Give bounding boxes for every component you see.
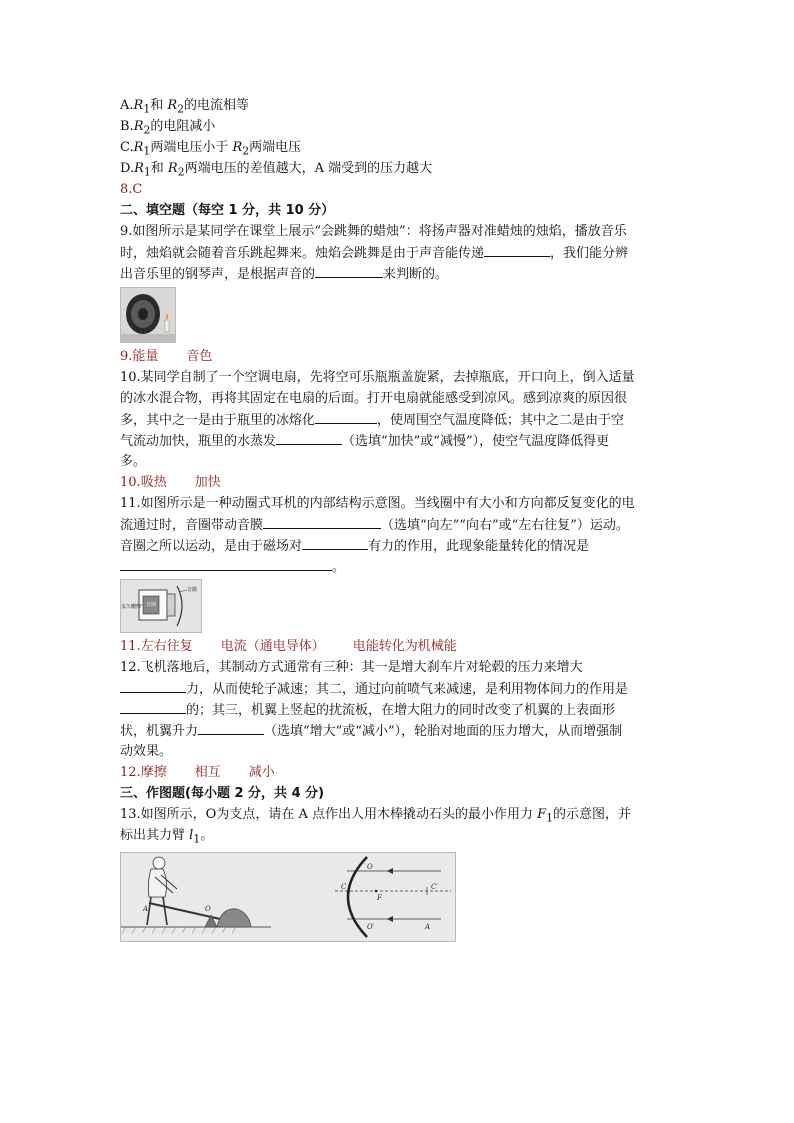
magnet-label: 永久磁体 <box>121 604 142 610</box>
q12-line-3: 的；其三，机翼上竖起的扰流板，在增大阻力的同时改变了机翼的上表面形 <box>120 699 615 720</box>
q10-blank-2 <box>276 430 342 445</box>
q11-blank-3 <box>120 556 332 571</box>
q8-answer: 8.C <box>120 182 143 197</box>
q12-answer: 12.摩擦 相互 减小 <box>120 765 275 780</box>
q12-line-4: 状，机翼升力 （选填“增大”或“减小”），轮胎对地面的压力增大，从而增强制 <box>120 720 622 741</box>
lever-label-a: A <box>143 905 149 913</box>
mirror-label-c: C <box>341 883 347 891</box>
q10-blank-1 <box>315 409 377 424</box>
q7-option-d: $D.R_1$和 $R_2$两端电压的差值越大，A 端受到的压力越大 <box>120 161 433 179</box>
q9-line-3: 出音乐里的钢琴声，是根据声音的 来判断的。 <box>120 263 448 284</box>
q13-line-2: 标出其力臂 $l_1$。 <box>120 828 214 846</box>
membrane-label: 音膜 <box>187 587 198 593</box>
q12-blank-2 <box>120 699 186 714</box>
mirror-label-a: A <box>425 923 431 931</box>
coil-label: 音圈 <box>146 602 157 608</box>
q11-answer: 11.左右往复 电流（通电导体） 电能转化为机械能 <box>120 639 457 654</box>
q10-line-5: 多。 <box>120 454 147 469</box>
q10-line-3: 多，其中之一是由于瓶里的冰熔化 ，使周围空气温度降低；其中之二是由于空 <box>120 409 624 430</box>
q10-answer: 10.吸热 加快 <box>120 475 221 490</box>
section-3-title: 三、作图题(每小题 2 分，共 4 分) <box>120 786 325 801</box>
lever-and-mirror-figure <box>120 852 456 942</box>
mirror-label-c-prime: C′ <box>431 883 438 891</box>
q12-blank-1 <box>120 678 186 693</box>
q7-option-c: $C.R_1$两端电压小于 $R_2$两端电压 <box>120 140 302 158</box>
lever-label-o: O <box>205 905 211 913</box>
mirror-label-o: O <box>367 863 373 871</box>
q7-option-b: $B.R_2$的电阻减小 <box>120 119 216 137</box>
q10-line-2: 的冰水混合物，再将其固定在电扇的后面。打开电扇就能感受到凉风。感到凉爽的原因很 <box>120 391 628 406</box>
q11-blank-1 <box>263 514 381 529</box>
mirror-label-f: F <box>377 894 382 902</box>
q11-line-3: 音圈之所以运动，是由于磁场对 有力的作用，此现象能量转化的情况是 <box>120 535 589 556</box>
q11-line-4: 。 <box>120 556 345 577</box>
q7-option-a: $A.R_1$和 $R_2$的电流相等 <box>120 98 250 116</box>
q10-line-1: 10.某同学自制了一个空调电扇，先将空可乐瓶瓶盖旋紧，去掉瓶底，开口向上，倒入适量 <box>120 370 635 385</box>
q9-line-1: 9.如图所示是某同学在课堂上展示“会跳舞的蜡烛”：将扬声器对准蜡烛的烛焰，播放音乐 <box>120 224 627 239</box>
q11-line-2: 流通过时，音圈带动音膜 （选填“向左”“向右”或“左右往复”）运动。 <box>120 514 629 535</box>
q11-blank-2 <box>302 535 368 550</box>
q13-line-1: 13.如图所示，O为支点，请在 A 点作出人用木棒撬动石头的最小作用力 $F_1$的示意图，并 <box>120 807 632 825</box>
q10-line-4: 气流动加快，瓶里的水蒸发 （选填“加快”或“减慢”），使空气温度降低得更 <box>120 430 609 451</box>
q11-line-1: 11.如图所示是一种动圈式耳机的内部结构示意图。当线圈中有大小和方向都反复变化的电 <box>120 496 635 511</box>
earphone-structure-figure <box>120 579 202 633</box>
q12-blank-3 <box>198 720 264 735</box>
q9-blank-2 <box>315 263 383 278</box>
q12-line-2: 力，从而使轮子减速；其二，通过向前喷气来减速，是利用物体间力的作用是 <box>120 678 628 699</box>
q12-line-1: 12.飞机落地后，其制动方式通常有三种：其一是增大刹车片对轮毂的压力来增大 <box>120 660 583 675</box>
q12-line-5: 动效果。 <box>120 744 173 759</box>
section-2-title: 二、填空题（每空 1 分，共 10 分） <box>120 203 335 218</box>
mirror-label-o-prime: O′ <box>367 923 375 931</box>
q9-line-2: 时，烛焰就会随着音乐跳起舞来。烛焰会跳舞是由于声音能传递 ，我们能分辨 <box>120 242 628 263</box>
speaker-candle-figure <box>120 287 176 343</box>
q9-answer: 9.能量 音色 <box>120 349 213 364</box>
q9-blank-1 <box>484 242 550 257</box>
